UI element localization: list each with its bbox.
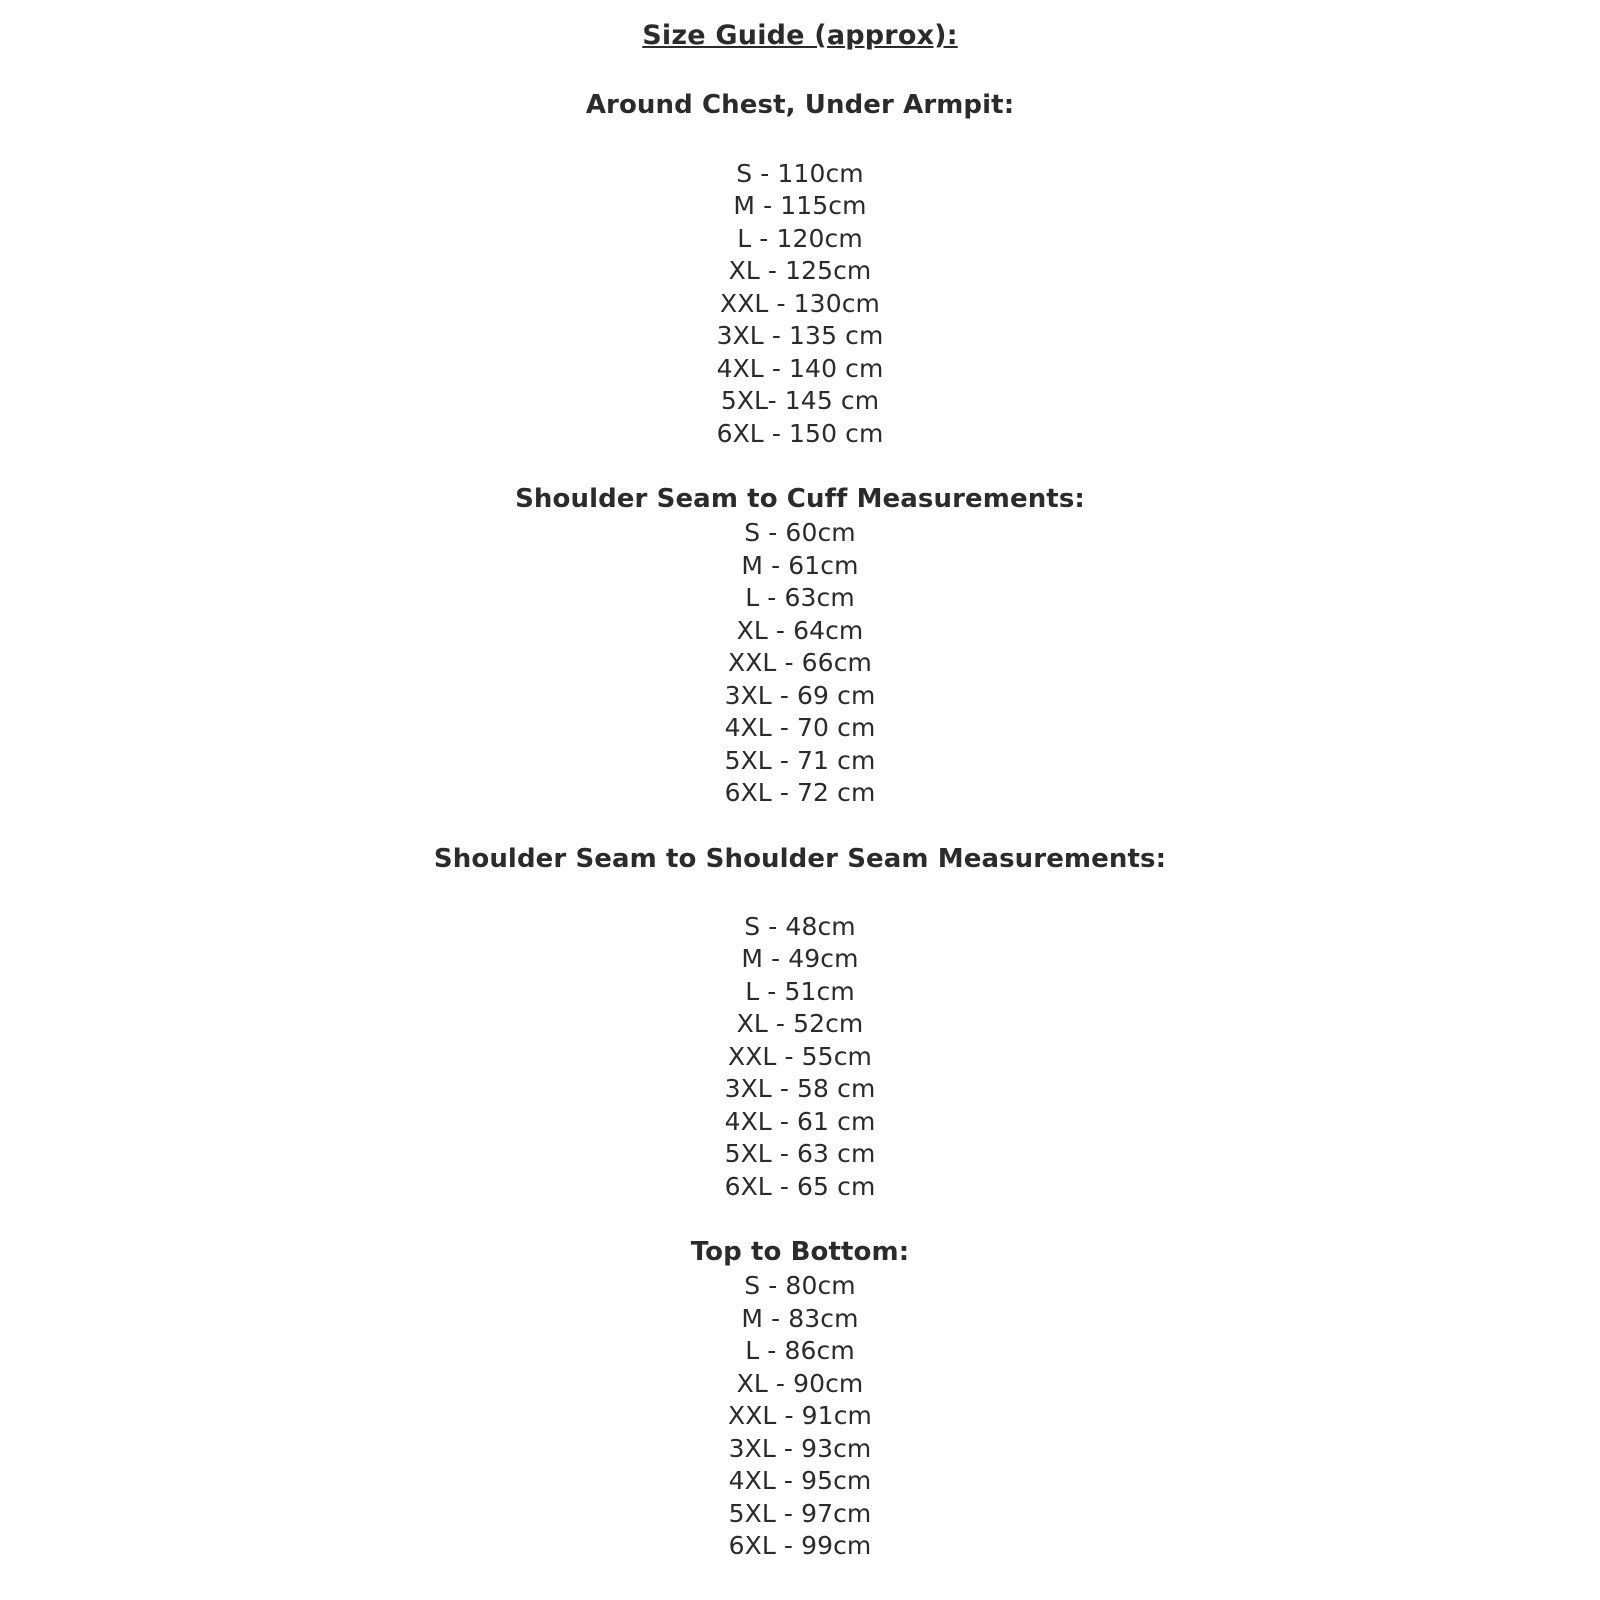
list-item: XL - 52cm xyxy=(736,1009,864,1039)
measurement-list xyxy=(0,911,1600,1204)
list-item: S - 48cm xyxy=(744,911,856,941)
list-item: 4XL - 70 cm xyxy=(724,713,876,743)
list-item: 5XL - 63 cm xyxy=(724,1139,876,1169)
list-item: L - 51cm xyxy=(745,976,855,1006)
list-item: 6XL - 99cm xyxy=(728,1531,872,1561)
list-item: L - 120cm xyxy=(737,223,863,253)
list-item: XXL - 55cm xyxy=(727,1041,872,1071)
list-item: L - 63cm xyxy=(745,583,855,613)
list-item: 6XL - 150 cm xyxy=(716,418,884,448)
list-item: 4XL - 95cm xyxy=(728,1466,872,1496)
list-item: 3XL - 93cm xyxy=(728,1433,872,1463)
spacer xyxy=(0,124,1600,158)
list-item: M - 49cm xyxy=(741,944,859,974)
list-item: XL - 64cm xyxy=(736,615,864,645)
list-item: 5XL- 145 cm xyxy=(720,386,880,416)
spacer xyxy=(0,1203,1600,1235)
measurement-list xyxy=(0,158,1600,451)
list-item: M - 83cm xyxy=(741,1303,859,1333)
list-item: 5XL - 71 cm xyxy=(724,745,876,775)
spacer xyxy=(0,450,1600,482)
list-item: XXL - 91cm xyxy=(727,1401,872,1431)
list-item: M - 61cm xyxy=(741,550,859,580)
section-heading: Around Chest, Under Armpit: xyxy=(585,90,1015,121)
section-heading: Shoulder Seam to Shoulder Seam Measurements: xyxy=(433,843,1167,874)
section-shoulder-to-shoulder xyxy=(0,842,1600,1204)
section-top-to-bottom xyxy=(0,1235,1600,1563)
list-item: S - 80cm xyxy=(744,1271,856,1301)
list-item: 3XL - 69 cm xyxy=(724,680,876,710)
list-item: 3XL - 58 cm xyxy=(724,1074,876,1104)
measurement-list xyxy=(0,1270,1600,1563)
list-item: XL - 125cm xyxy=(728,256,872,286)
list-item: 6XL - 72 cm xyxy=(724,778,876,808)
list-item: XXL - 66cm xyxy=(727,648,872,678)
section-heading: Top to Bottom: xyxy=(690,1237,910,1268)
list-item: M - 115cm xyxy=(733,191,867,221)
list-item: L - 86cm xyxy=(745,1336,855,1366)
list-item: XL - 90cm xyxy=(736,1368,864,1398)
section-chest xyxy=(0,88,1600,450)
measurement-list xyxy=(0,517,1600,810)
list-item: 4XL - 61 cm xyxy=(724,1106,876,1136)
spacer xyxy=(0,877,1600,911)
spacer xyxy=(0,810,1600,842)
page-title: Size Guide (approx): xyxy=(642,20,958,51)
list-item: 3XL - 135 cm xyxy=(716,321,884,351)
list-item: S - 110cm xyxy=(736,158,864,188)
list-item: 5XL - 97cm xyxy=(728,1498,872,1528)
list-item: 4XL - 140 cm xyxy=(716,353,884,383)
list-item: 6XL - 65 cm xyxy=(724,1171,876,1201)
list-item: XXL - 130cm xyxy=(719,288,880,318)
section-heading: Shoulder Seam to Cuff Measurements: xyxy=(515,484,1085,515)
section-shoulder-to-cuff xyxy=(0,482,1600,810)
list-item: S - 60cm xyxy=(744,518,856,548)
